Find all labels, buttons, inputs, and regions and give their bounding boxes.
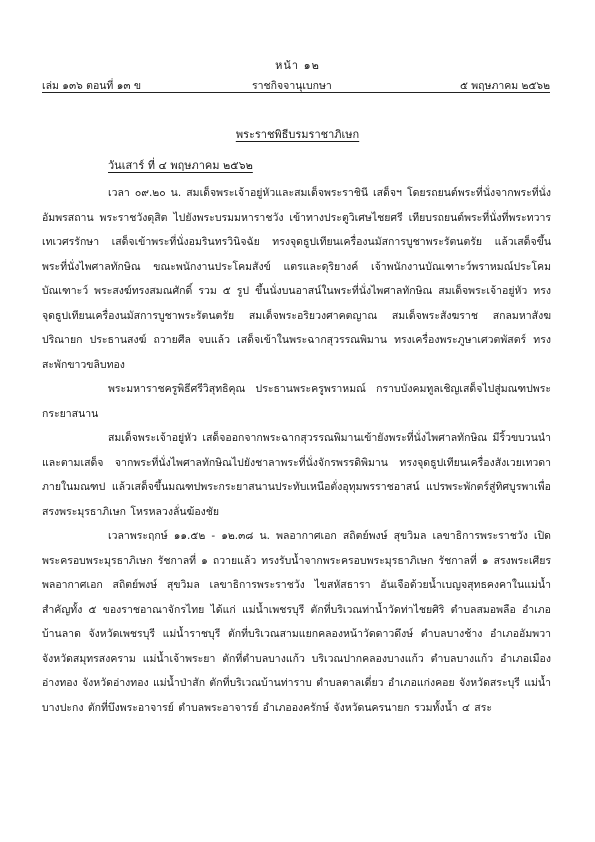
volume-issue: เล่ม ๑๓๖ ตอนที่ ๑๓ ข (42, 80, 142, 92)
gazette-header (42, 77, 550, 91)
date-heading: วันเสาร์ ที่ ๔ พฤษภาคม ๒๕๖๒ (108, 159, 253, 172)
header-rule (42, 92, 550, 93)
body-paragraph: พระมหาราชครูพิธีศรีวิสุทธิคุณ ประธานพระครูพราหมณ์ กราบบังคมทูลเชิญเสด็จไปสู่มณฑปพระกระยาสนาน (42, 383, 551, 420)
gazette-name: ราชกิจจานุเบกษา (252, 80, 332, 92)
document-title: พระราชพิธีบรมราชาภิเษก (235, 128, 360, 141)
body-paragraph: เวลาพระฤกษ์ ๑๑.๕๒ - ๑๒.๓๘ น. พลอากาศเอก สถิตย์พงษ์ สุขวิมล เลขาธิการพระราชวัง เปิดพระครอบพระมุรธาภิเษก รัชกาลที่ ๑ ถวายแล้ว ทรงรับน้ำจากพระครอบพระมุรธาภิเษก รัชกาลที่ ๑ สรงพระเศียร พลอากาศเอก สถิตย์พงษ์ สุขวิมล เลขาธิการพระราชวัง ไขสหัสธารา อันเจือด้วยน้ำเบญจสุทธคงคาในแม่น้ำสำคัญทั้ง ๕ ของราชอาณาจักรไทย ได้แก่ แม่น้ำเพชรบุรี ตักที่บริเวณท่าน้ำวัดท่าไชยศิริ ตำบลสมอพลือ อำเภอบ้านลาด จังหวัดเพชรบุรี แม่น้ำราชบุรี ตักที่บริเวณสามแยกคลองหน้าวัดดาวดึงษ์ ตำบลบางช้าง อำเภออัมพวา จังหวัดสมุทรสงคราม แม่น้ำเจ้าพระยา ตักที่ตำบลบางแก้ว บริเวณปากคลองบางแก้ว ตำบลบางแก้ว อำเภอเมืองอ่างทอง จังหวัดอ่างทอง แม่น้ำป่าสัก ตักที่บริเวณบ้านท่าราบ ตำบลตาลเดี่ยว อำเภอแก่งคอย จังหวัดสระบุรี แม่น้ำบางปะกง ตักที่บึงพระอาจารย์ ตำบลพระอาจารย์ อำเภอองครักษ์ จังหวัดนครนายก รวมทั้งน้ำ ๔ สระ (42, 530, 551, 714)
body-paragraph: สมเด็จพระเจ้าอยู่หัว เสด็จออกจากพระฉากสุวรรณพิมานเข้ายังพระที่นั่งไพศาลทักษิณ มีริ้วขบวนนำและตามเสด็จ จากพระที่นั่งไพศาลทักษิณไปยังชาลาพระที่นั่งจักรพรรดิพิมาน ทรงจุดธูปเทียนเครื่องสังเวยเทวดาภายในมณฑป แล้วเสด็จขึ้นมณฑปพระกระยาสนานประทับเหนือตั่งอุทุมพรราชอาสน์ แปรพระพักตร์สู่ทิศบูรพาเพื่อสรงพระมุรธาภิเษก โหรหลวงลั่นฆ้องชัย (42, 432, 551, 518)
body-paragraph: เวลา ๐๙.๒๐ น. สมเด็จพระเจ้าอยู่หัวและสมเด็จพระราชินี เสด็จฯ โดยรถยนต์พระที่นั่งจากพระที่นั่งอัมพรสถาน พระราชวังดุสิต ไปยังพระบรมมหาราชวัง เข้าทางประตูวิเศษไชยศรี เทียบรถยนต์พระที่นั่งที่พระทวารเทเวศรรักษา เสด็จเข้าพระที่นั่งอมรินทรวินิจฉัย ทรงจุดธูปเทียนเครื่องนมัสการบูชาพระรัตนตรัย แล้วเสด็จขึ้นพระที่นั่งไพศาลทักษิณ ขณะพนักงานประโคมสังข์ แตรและดุริยางค์ เจ้าพนักงานบัณเฑาะว์พราหมณ์ประโคมบัณเฑาะว์ พระสงฆ์ทรงสมณศักดิ์ รวม ๕ รูป ขึ้นนั่งบนอาสน์ในพระที่นั่งไพศาลทักษิณ สมเด็จพระเจ้าอยู่หัว ทรงจุดธูปเทียนเครื่องนมัสการบูชาพระรัตนตรัย สมเด็จพระอริยวงศาคตญาณ สมเด็จพระสังฆราช สกลมหาสังฆปริณายก ประธานสงฆ์ ถวายศีล จบแล้ว เสด็จเข้าในพระฉากสุวรรณพิมาน ทรงเครื่องพระภูษาเศวตพัสตร์ ทรงสะพักขาวขลิบทอง (42, 187, 551, 371)
publication-date: ๕ พฤษภาคม ๒๕๖๒ (459, 80, 550, 92)
document-body (42, 181, 551, 720)
page-number: หน้า ๑๒ (275, 59, 320, 72)
